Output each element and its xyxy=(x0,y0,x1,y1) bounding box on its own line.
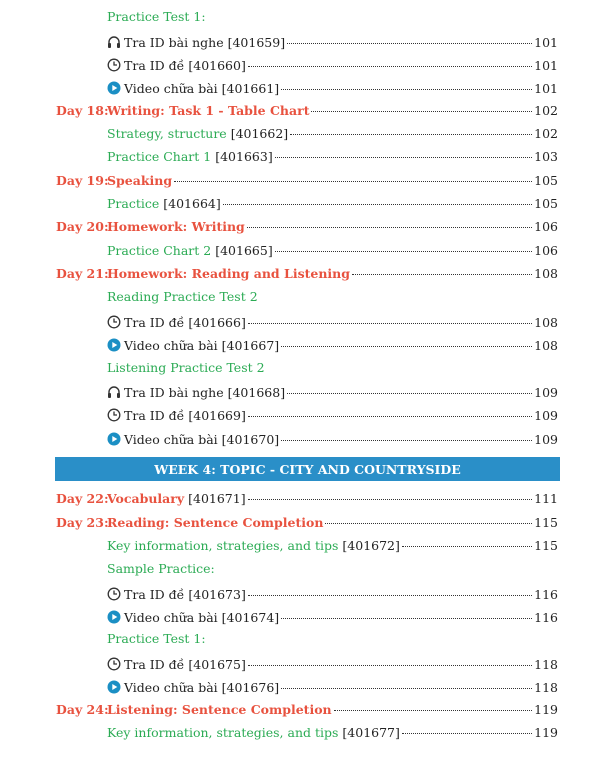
dot-leader xyxy=(281,618,532,619)
dot-leader xyxy=(402,546,532,547)
dot-leader xyxy=(281,346,532,347)
dot-leader xyxy=(311,111,532,112)
week-4-banner: WEEK 4: TOPIC - CITY AND COUNTRYSIDE xyxy=(55,457,560,481)
dot-leader xyxy=(325,523,532,524)
dot-leader xyxy=(290,134,532,135)
dot-leader xyxy=(174,181,532,182)
toc-entry[interactable]: Tra ID đề [401669] 109 xyxy=(107,406,558,424)
toc-day-20[interactable]: Day 20: Homework: Writing 106 xyxy=(56,219,558,234)
dot-leader xyxy=(223,204,532,205)
clock-icon xyxy=(107,58,121,72)
section-heading: Reading Practice Test 2 xyxy=(107,289,258,304)
play-icon xyxy=(107,432,121,446)
dot-leader xyxy=(248,323,532,324)
clock-icon xyxy=(107,657,121,671)
practice-test-heading: Practice Test 1: xyxy=(107,9,206,24)
headphones-icon xyxy=(107,385,121,399)
dot-leader xyxy=(402,733,532,734)
toc-day-24[interactable]: Day 24: Listening: Sentence Completion 119 xyxy=(56,702,558,717)
dot-leader xyxy=(247,227,532,228)
section-heading: Practice Test 1: xyxy=(107,631,206,646)
dot-leader xyxy=(352,274,532,275)
dot-leader xyxy=(281,440,532,441)
clock-icon xyxy=(107,315,121,329)
play-icon xyxy=(107,680,121,694)
section-heading: Listening Practice Test 2 xyxy=(107,360,265,375)
toc-entry[interactable]: Practice Chart 1 [401663] 103 xyxy=(107,149,558,164)
dot-leader xyxy=(287,393,532,394)
dot-leader xyxy=(248,416,532,417)
clock-icon xyxy=(107,408,121,422)
play-icon xyxy=(107,610,121,624)
dot-leader xyxy=(281,89,532,90)
toc-entry[interactable]: Tra ID bài nghe [401668] 109 xyxy=(107,383,558,401)
dot-leader xyxy=(248,499,533,500)
toc-entry[interactable]: Tra ID đề [401666] 108 xyxy=(107,313,558,331)
dot-leader xyxy=(281,688,532,689)
dot-leader xyxy=(287,43,532,44)
toc-entry[interactable]: Strategy, structure [401662] 102 xyxy=(107,126,558,141)
section-heading: Sample Practice: xyxy=(107,561,215,576)
toc-day-21[interactable]: Day 21: Homework: Reading and Listening 108 xyxy=(56,266,558,281)
toc-entry[interactable]: Video chữa bài [401676] 118 xyxy=(107,678,558,696)
toc-entry[interactable]: Key information, strategies, and tips [401672] 115 xyxy=(107,538,558,553)
toc-entry[interactable]: Video chữa bài [401667] 108 xyxy=(107,336,558,354)
dot-leader xyxy=(275,251,532,252)
toc-entry[interactable]: Video chữa bài [401674] 116 xyxy=(107,608,558,626)
headphones-icon xyxy=(107,35,121,49)
play-icon xyxy=(107,338,121,352)
toc-entry[interactable]: Key information, strategies, and tips [401677] 119 xyxy=(107,725,558,740)
dot-leader xyxy=(248,66,532,67)
toc-day-22[interactable]: Day 22: Vocabulary [401671] 111 xyxy=(56,491,558,506)
dot-leader xyxy=(275,157,532,158)
toc-entry[interactable]: Tra ID đề [401673] 116 xyxy=(107,585,558,603)
toc-entry[interactable]: Video chữa bài [401670] 109 xyxy=(107,430,558,448)
toc-entry[interactable]: Tra ID đề [401675] 118 xyxy=(107,655,558,673)
toc-entry[interactable]: Video chữa bài [401661] 101 xyxy=(107,79,558,97)
toc-day-19[interactable]: Day 19: Speaking 105 xyxy=(56,173,558,188)
clock-icon xyxy=(107,587,121,601)
dot-leader xyxy=(248,665,532,666)
toc-day-23[interactable]: Day 23: Reading: Sentence Completion 115 xyxy=(56,515,558,530)
toc-entry[interactable]: Tra ID đề [401660] 101 xyxy=(107,56,558,74)
dot-leader xyxy=(248,595,532,596)
toc-entry[interactable]: Practice Chart 2 [401665] 106 xyxy=(107,243,558,258)
toc-day-18[interactable]: Day 18: Writing: Task 1 - Table Chart 102 xyxy=(56,103,558,118)
toc-entry[interactable]: Practice [401664] 105 xyxy=(107,196,558,211)
play-icon xyxy=(107,81,121,95)
toc-entry[interactable]: Tra ID bài nghe [401659] 101 xyxy=(107,33,558,51)
dot-leader xyxy=(334,710,533,711)
